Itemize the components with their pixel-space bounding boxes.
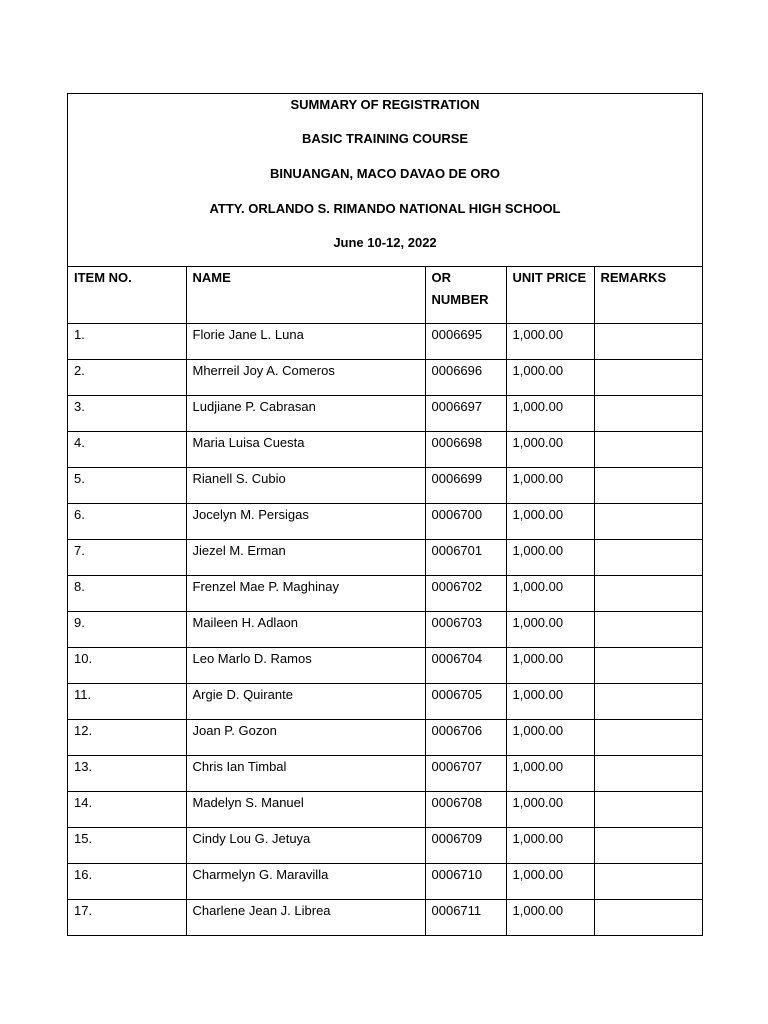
unit-price-cell: 1,000.00 <box>506 756 594 792</box>
item-no-cell: 17. <box>68 900 186 936</box>
name-cell: Madelyn S. Manuel <box>186 792 425 828</box>
document-title: SUMMARY OF REGISTRATION <box>290 97 480 112</box>
remarks-cell <box>594 468 702 504</box>
item-no-cell: 14. <box>68 792 186 828</box>
column-header-name: NAME <box>186 267 425 324</box>
remarks-cell <box>594 720 702 756</box>
table-header-row <box>68 267 702 324</box>
location: BINUANGAN, MACO DAVAO DE ORO <box>270 166 500 181</box>
remarks-cell <box>594 540 702 576</box>
item-no-cell: 9. <box>68 612 186 648</box>
table-row <box>68 324 702 360</box>
or-number-cell: 0006709 <box>425 828 506 864</box>
unit-price-cell: 1,000.00 <box>506 360 594 396</box>
or-number-cell: 0006707 <box>425 756 506 792</box>
item-no-cell: 15. <box>68 828 186 864</box>
registration-summary-document <box>67 93 703 936</box>
table-row <box>68 756 702 792</box>
unit-price-cell: 1,000.00 <box>506 612 594 648</box>
column-header-unit-price: UNIT PRICE <box>506 267 594 324</box>
or-number-cell: 0006696 <box>425 360 506 396</box>
name-cell: Chris Ian Timbal <box>186 756 425 792</box>
remarks-cell <box>594 576 702 612</box>
table-row <box>68 828 702 864</box>
table-row <box>68 612 702 648</box>
unit-price-cell: 1,000.00 <box>506 540 594 576</box>
remarks-cell <box>594 828 702 864</box>
item-no-cell: 5. <box>68 468 186 504</box>
name-cell: Mherreil Joy A. Comeros <box>186 360 425 396</box>
name-cell: Rianell S. Cubio <box>186 468 425 504</box>
unit-price-cell: 1,000.00 <box>506 828 594 864</box>
or-number-cell: 0006699 <box>425 468 506 504</box>
name-cell: Leo Marlo D. Ramos <box>186 648 425 684</box>
remarks-cell <box>594 684 702 720</box>
or-number-cell: 0006702 <box>425 576 506 612</box>
name-cell: Joan P. Gozon <box>186 720 425 756</box>
remarks-cell <box>594 792 702 828</box>
unit-price-cell: 1,000.00 <box>506 576 594 612</box>
remarks-cell <box>594 396 702 432</box>
remarks-cell <box>594 900 702 936</box>
table-row <box>68 648 702 684</box>
item-no-cell: 6. <box>68 504 186 540</box>
unit-price-cell: 1,000.00 <box>506 648 594 684</box>
remarks-cell <box>594 612 702 648</box>
or-number-cell: 0006706 <box>425 720 506 756</box>
event-date: June 10-12, 2022 <box>333 235 437 250</box>
table-row <box>68 576 702 612</box>
remarks-cell <box>594 432 702 468</box>
item-no-cell: 13. <box>68 756 186 792</box>
or-number-cell: 0006703 <box>425 612 506 648</box>
table-row <box>68 468 702 504</box>
table-row <box>68 540 702 576</box>
remarks-cell <box>594 504 702 540</box>
or-number-cell: 0006700 <box>425 504 506 540</box>
name-cell: Maileen H. Adlaon <box>186 612 425 648</box>
item-no-cell: 2. <box>68 360 186 396</box>
or-number-cell: 0006711 <box>425 900 506 936</box>
unit-price-cell: 1,000.00 <box>506 324 594 360</box>
unit-price-cell: 1,000.00 <box>506 900 594 936</box>
table-row <box>68 900 702 936</box>
name-cell: Frenzel Mae P. Maghinay <box>186 576 425 612</box>
name-cell: Argie D. Quirante <box>186 684 425 720</box>
name-cell: Jocelyn M. Persigas <box>186 504 425 540</box>
table-row <box>68 396 702 432</box>
school-name: ATTY. ORLANDO S. RIMANDO NATIONAL HIGH SCHOOL <box>209 201 561 216</box>
name-cell: Maria Luisa Cuesta <box>186 432 425 468</box>
or-number-cell: 0006701 <box>425 540 506 576</box>
table-row <box>68 360 702 396</box>
item-no-cell: 4. <box>68 432 186 468</box>
unit-price-cell: 1,000.00 <box>506 396 594 432</box>
or-number-cell: 0006695 <box>425 324 506 360</box>
table-row <box>68 684 702 720</box>
name-cell: Charlene Jean J. Librea <box>186 900 425 936</box>
name-cell: Jiezel M. Erman <box>186 540 425 576</box>
remarks-cell <box>594 648 702 684</box>
item-no-cell: 11. <box>68 684 186 720</box>
registration-table <box>68 267 702 935</box>
column-header-remarks: REMARKS <box>594 267 702 324</box>
table-row <box>68 864 702 900</box>
column-header-or-number: OR NUMBER <box>425 267 506 324</box>
item-no-cell: 7. <box>68 540 186 576</box>
table-row <box>68 720 702 756</box>
item-no-cell: 8. <box>68 576 186 612</box>
unit-price-cell: 1,000.00 <box>506 864 594 900</box>
table-row <box>68 504 702 540</box>
unit-price-cell: 1,000.00 <box>506 432 594 468</box>
unit-price-cell: 1,000.00 <box>506 684 594 720</box>
remarks-cell <box>594 324 702 360</box>
remarks-cell <box>594 756 702 792</box>
item-no-cell: 3. <box>68 396 186 432</box>
document-header <box>68 94 702 267</box>
name-cell: Charmelyn G. Maravilla <box>186 864 425 900</box>
or-number-cell: 0006698 <box>425 432 506 468</box>
column-header-item-no: ITEM NO. <box>68 267 186 324</box>
item-no-cell: 10. <box>68 648 186 684</box>
table-row <box>68 792 702 828</box>
table-row <box>68 432 702 468</box>
item-no-cell: 12. <box>68 720 186 756</box>
or-number-cell: 0006710 <box>425 864 506 900</box>
or-number-cell: 0006705 <box>425 684 506 720</box>
name-cell: Cindy Lou G. Jetuya <box>186 828 425 864</box>
unit-price-cell: 1,000.00 <box>506 792 594 828</box>
or-number-cell: 0006697 <box>425 396 506 432</box>
name-cell: Florie Jane L. Luna <box>186 324 425 360</box>
item-no-cell: 16. <box>68 864 186 900</box>
unit-price-cell: 1,000.00 <box>506 720 594 756</box>
item-no-cell: 1. <box>68 324 186 360</box>
or-number-cell: 0006704 <box>425 648 506 684</box>
or-number-cell: 0006708 <box>425 792 506 828</box>
unit-price-cell: 1,000.00 <box>506 468 594 504</box>
remarks-cell <box>594 864 702 900</box>
course-name: BASIC TRAINING COURSE <box>301 131 469 146</box>
unit-price-cell: 1,000.00 <box>506 504 594 540</box>
name-cell: Ludjiane P. Cabrasan <box>186 396 425 432</box>
remarks-cell <box>594 360 702 396</box>
